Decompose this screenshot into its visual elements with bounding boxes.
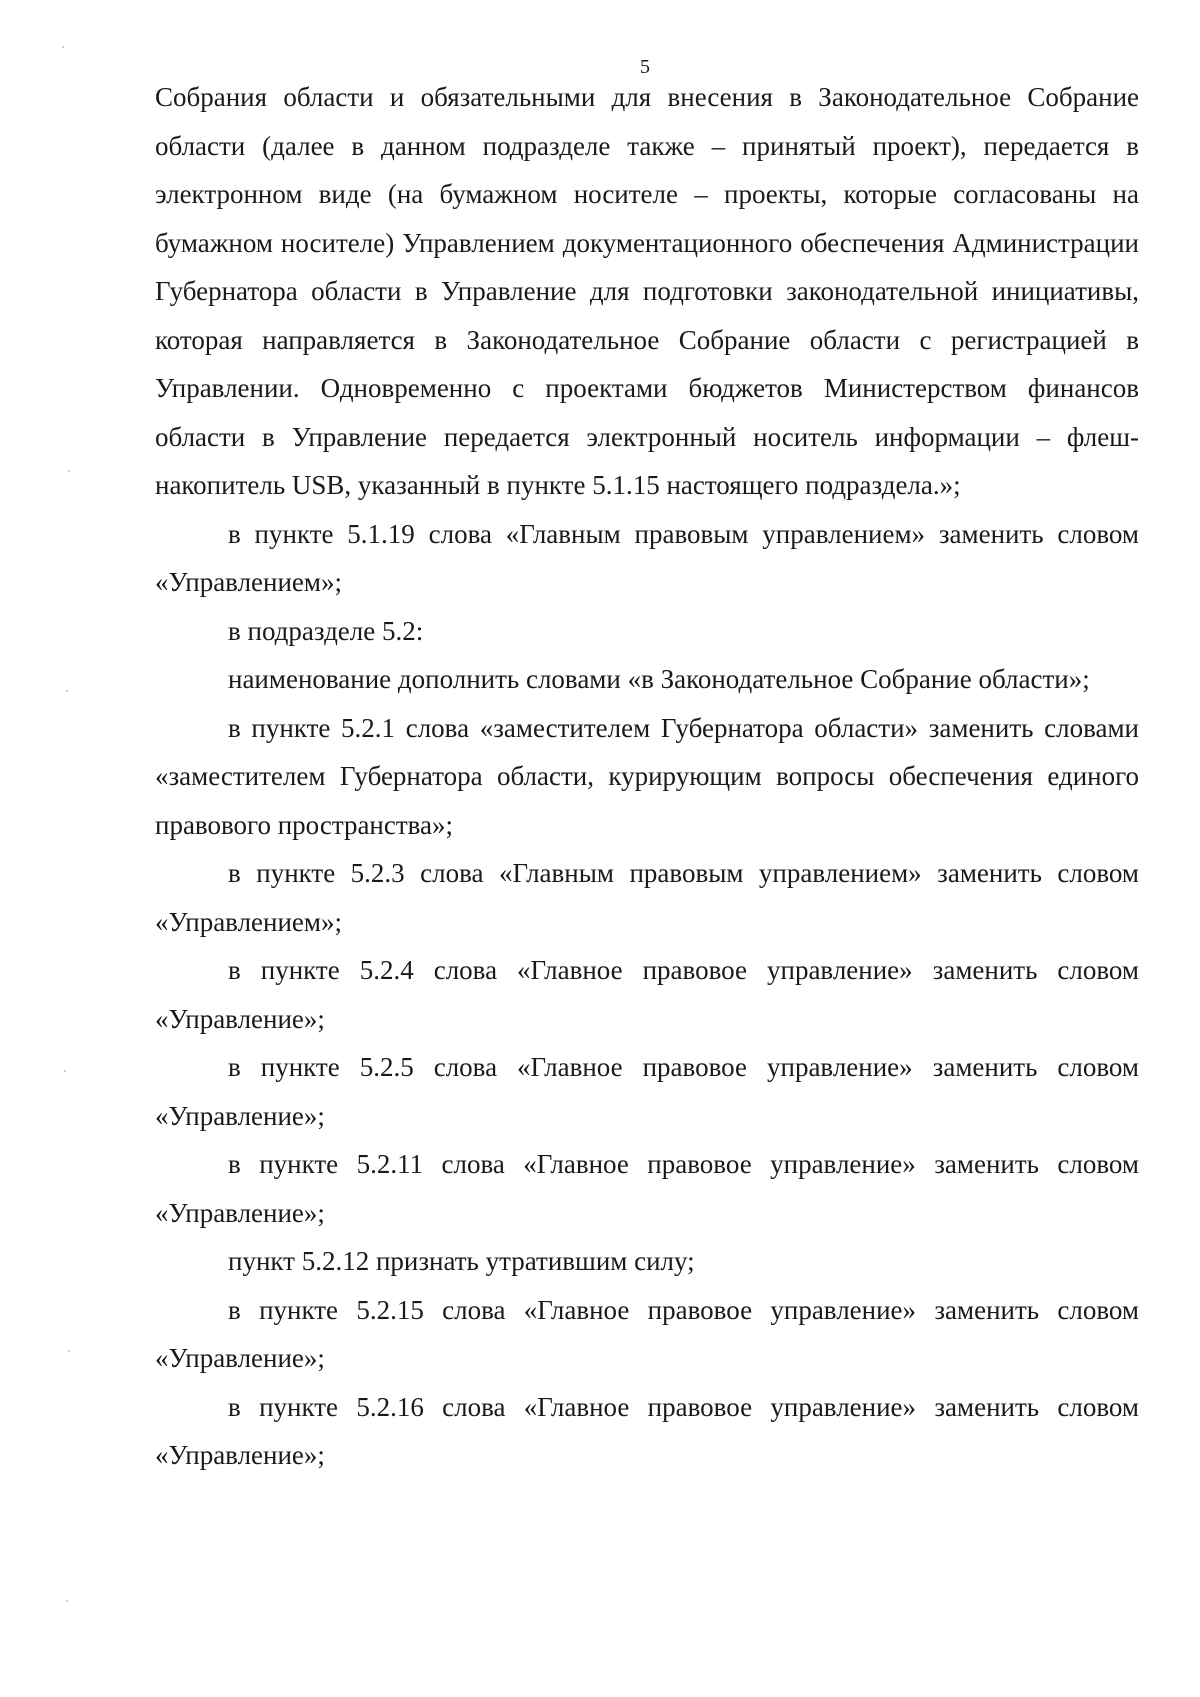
paragraph-amendment-5-2-16: в пункте 5.2.16 слова «Главное правовое управление» заменить словом «Управление»; bbox=[155, 1391, 1139, 1470]
scan-speck bbox=[68, 1350, 70, 1352]
paragraph-title-amendment: наименование дополнить словами «в Законодательное Собрание области»; bbox=[228, 664, 1090, 694]
paragraph-amendment-5-2-11: в пункте 5.2.11 слова «Главное правовое управление» заменить словом «Управление»; bbox=[155, 1149, 1139, 1228]
scan-speck bbox=[66, 1600, 68, 1602]
paragraph-amendment-5-2-1: в пункте 5.2.1 слова «заместителем Губернатора области» заменить словами «заместителем Губернатора области, курирующим вопросы обеспечения единого правового пространства»; bbox=[155, 712, 1139, 840]
paragraph-repeal-5-2-12: пункт 5.2.12 признать утратившим силу; bbox=[228, 1246, 695, 1276]
paragraph-amendment-5-2-15: в пункте 5.2.15 слова «Главное правовое управление» заменить словом «Управление»; bbox=[155, 1294, 1139, 1373]
page-number: 5 bbox=[640, 56, 650, 78]
paragraph-continuation: Собрания области и обязательными для внесения в Законодательное Собрание области (далее в данном подразделе также – принятый проект), передается в электронном виде (на бумажном носителе – проекты, которые согласованы на бумажном носителе) Управлением документационного обеспечения Администрации Губернатора области в Управление для подготовки законодательной инициативы, которая направляется в Законодательное Собрание области с регистрацией в Управлении. Одновременно с проектами бюджетов Министерством финансов области в Управление передается электронный носитель информации – флеш-накопитель USB, указанный в пункте 5.1.15 настоящего подраздела.»; bbox=[155, 82, 1139, 500]
scan-speck bbox=[64, 1070, 66, 1072]
scan-speck bbox=[66, 690, 68, 692]
scan-speck bbox=[68, 470, 70, 472]
paragraph-amendment-5-2-4: в пункте 5.2.4 слова «Главное правовое управление» заменить словом «Управление»; bbox=[155, 955, 1139, 1034]
paragraph-amendment-5-2-3: в пункте 5.2.3 слова «Главным правовым управлением» заменить словом «Управлением»; bbox=[155, 858, 1139, 937]
paragraph-amendment-5-1-19: в пункте 5.1.19 слова «Главным правовым управлением» заменить словом «Управлением»; bbox=[155, 518, 1139, 597]
paragraph-amendment-5-2-5: в пункте 5.2.5 слова «Главное правовое управление» заменить словом «Управление»; bbox=[155, 1052, 1139, 1131]
scan-speck bbox=[62, 46, 64, 48]
document-body bbox=[155, 73, 1139, 1480]
paragraph-subsection-5-2: в подразделе 5.2: bbox=[228, 615, 424, 646]
